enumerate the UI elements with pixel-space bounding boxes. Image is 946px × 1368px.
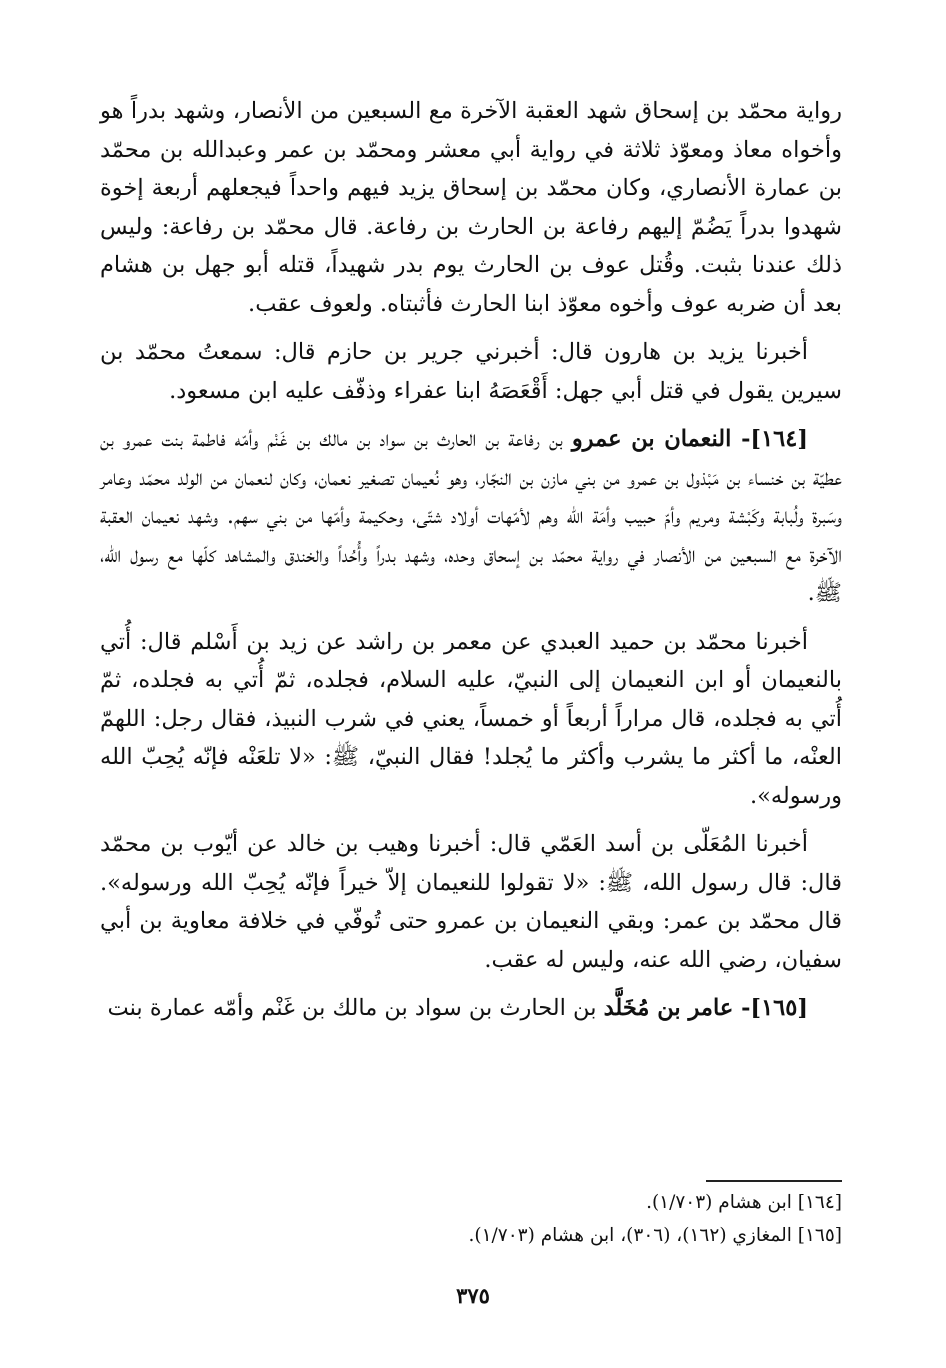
paragraph-4-text: أخبرنا محمّد بن حميد العبدي عن معمر بن راشد عن زيد بن أَسْلم قال: أُتي بالنعيمان أو ابن النعيمان إلى النبيّ، عليه السلام، فجلده، ثمّ أُتي به فجلده، ثمّ أُتي به فجلده، قال مراراً أربعاً أو خمساً، يعني في شرب النبيذ، فقال رجل: اللهمّ العنْه، ما أكثر ما يشرب وأكثر ما يُجلد! فقال النبيّ، ﷺ: «لا تلعَنْه فإنّه يُحِبّ الله ورسوله».	[100, 628, 842, 809]
paragraph-4	[100, 623, 842, 816]
entry-164	[100, 420, 842, 613]
paragraph-5	[100, 825, 842, 979]
paragraph-2	[100, 333, 842, 410]
entry-164-heading: [١٦٤]- النعمان بن عمرو	[571, 426, 808, 452]
entry-165-text: بن الحارث بن سواد بن مالك بن غَنْم وأمّه عمارة بنت	[107, 995, 597, 1021]
footnote-165: [١٦٥] المغازي (١٦٢)، (٣٠٦)، ابن هشام (١/٧٠٣).	[468, 1225, 842, 1246]
footnotes	[100, 1186, 842, 1252]
page-number: ٣٧٥	[456, 1283, 490, 1308]
main-text	[100, 92, 842, 1038]
entry-164-text: بن رفاعة بن الحارث بن سواد بن مالك بن غَنْم وأمّه فاطمة بنت عمرو بن عطيّة بن خنساء بن مَبْذول بن عمرو من بني مازن بن النجّار، وهو نُعيمان تصغير نعمان، وكان لنعمان من الولد محمّد وعامر وسَبرة ولُبابة وكَبْشة ومريم وأمّ حبيب وأمَة الله وهم لأمّهات أولاد شتّى، وحكيمة وأمّها من بني سهم. وشهد نعيمان العقبة الآخرة مع السبعين من الأنصار في رواية محمّد بن إسحاق وحده، وشهد بدراً وأُحُداً والخندق والمشاهد كلّها مع رسول الله، ﷺ.	[100, 426, 842, 606]
paragraph-5-text: أخبرنا المُعَلّى بن أسد العَمّي قال: أخبرنا وهيب بن خالد عن أيّوب بن محمّد قال: قال رسول الله، ﷺ: «لا تقولوا للنعيمان إلاّ خيراً فإنّه يُحِبّ الله ورسوله». قال محمّد بن عمر: وبقي النعيمان بن عمرو حتى تُوفّي في خلافة معاوية بن أبي سفيان، رضي الله عنه، وليس له عقب.	[100, 831, 842, 973]
paragraph-1	[100, 92, 842, 323]
paragraph-2-text: أخبرنا يزيد بن هارون قال: أخبرني جرير بن حازم قال: سمعتُ محمّد بن سيرين يقول في قتل أبي جهل: أَقْعَصَهُ ابنا عفراء وذفّف عليه ابن مسعود.	[100, 339, 842, 404]
entry-165	[100, 989, 842, 1028]
footnote-164: [١٦٤] ابن هشام (١/٧٠٣).	[646, 1192, 842, 1213]
footnote-divider	[706, 1180, 842, 1182]
entry-165-heading: [١٦٥]- عامر بن مُخَلَّد	[603, 995, 808, 1021]
paragraph-1-text: رواية محمّد بن إسحاق شهد العقبة الآخرة مع السبعين من الأنصار، وشهد بدراً هو وأخواه معاذ ومعوّذ ثلاثة في رواية أبي معشر ومحمّد بن عمر وعبدالله بن محمّد بن عمارة الأنصاري، وكان محمّد بن إسحاق يزيد فيهم واحداً فيجعلهم أربعة إخوة شهدوا بدراً يَضُمّ إليهم رفاعة بن الحارث بن رفاعة. قال محمّد بن رفاعة: وليس ذلك عندنا بثبت. وقُتل عوف بن الحارث يوم بدر شهيداً، قتله أبو جهل بن هشام بعد أن ضربه عوف وأخوه معوّذ ابنا الحارث فأثبتاه. ولعوف عقب.	[100, 98, 842, 317]
